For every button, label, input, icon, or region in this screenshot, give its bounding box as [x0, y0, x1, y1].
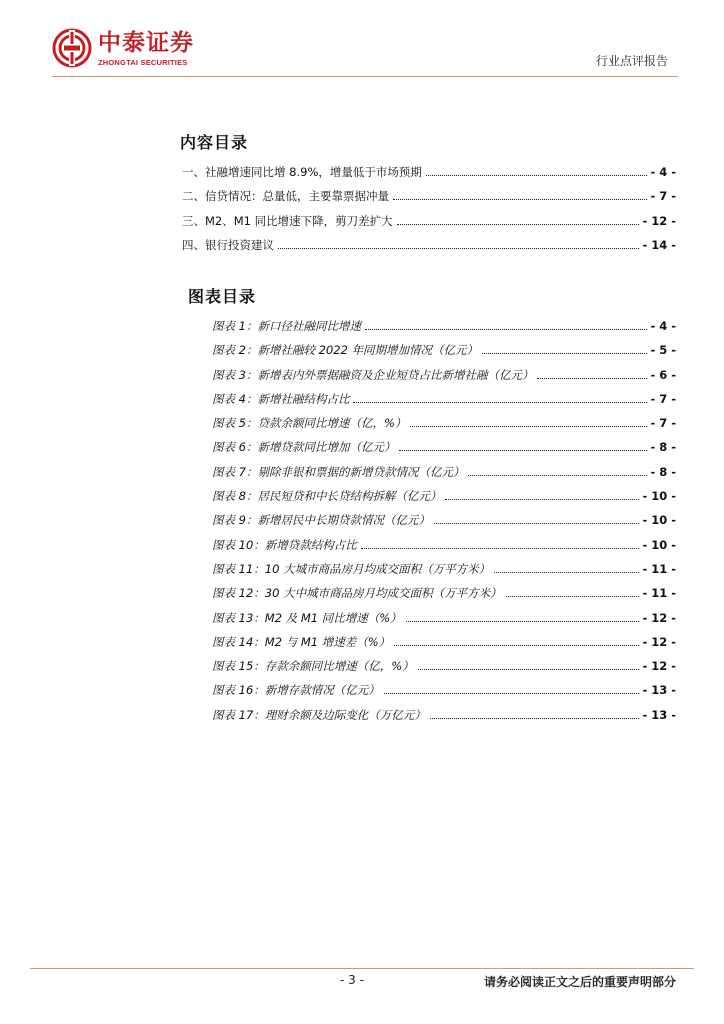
figure-item[interactable]	[212, 439, 676, 463]
toc-entry-label: 三、M2、M1 同比增速下降，剪刀差扩大	[182, 213, 393, 228]
brand-subtitle: ZHONGTAI SECURITIES	[98, 58, 188, 67]
toc-page-number: - 7 -	[650, 189, 676, 204]
dot-leader	[399, 450, 647, 451]
figure-page-number: - 5 -	[650, 343, 676, 358]
zhongtai-logo	[52, 28, 252, 74]
dot-leader	[365, 329, 647, 330]
dot-leader	[406, 621, 640, 622]
dot-leader	[394, 645, 639, 646]
figure-entry-label: 图表 12：30 大中城市商品房月均成交面积（万平方米）	[212, 586, 502, 601]
brand-name: 中泰证券	[98, 30, 194, 56]
figure-item[interactable]	[212, 342, 676, 366]
figures-list	[212, 318, 676, 731]
dot-leader	[482, 353, 647, 354]
figure-item[interactable]	[212, 561, 676, 585]
figure-item[interactable]	[212, 391, 676, 415]
figure-page-number: - 12 -	[642, 659, 676, 674]
figures-title: 图表目录	[188, 287, 257, 306]
figure-entry-label: 图表 1：新口径社融同比增速	[212, 319, 361, 333]
header-divider	[52, 76, 678, 77]
dot-leader	[434, 523, 639, 524]
figure-item[interactable]	[212, 707, 676, 731]
figure-page-number: - 12 -	[642, 610, 676, 625]
figure-item[interactable]	[212, 415, 676, 439]
figure-item[interactable]	[212, 658, 676, 682]
contents-item[interactable]	[182, 164, 676, 188]
figure-item[interactable]	[212, 464, 676, 488]
zhongtai-logo-icon	[52, 28, 92, 68]
figure-page-number: - 10 -	[642, 489, 676, 504]
toc-page-number: - 12 -	[642, 213, 676, 228]
disclaimer-note: 请务必阅读正文之后的重要声明部分	[483, 975, 676, 989]
footer-divider	[30, 968, 694, 969]
dot-leader	[353, 402, 647, 403]
figure-page-number: - 10 -	[642, 537, 676, 552]
page-number: - 3 -	[340, 973, 364, 987]
figure-item[interactable]	[212, 537, 676, 561]
figure-page-number: - 12 -	[642, 634, 676, 649]
dot-leader	[506, 596, 640, 597]
figure-entry-label: 图表 10：新增贷款结构占比	[212, 537, 357, 552]
figure-entry-label: 图表 8：居民短贷和中长贷结构拆解（亿元）	[212, 489, 442, 504]
dot-leader	[384, 693, 640, 694]
toc-page-number: - 14 -	[642, 237, 676, 252]
figure-page-number: - 11 -	[642, 561, 676, 576]
report-type: 行业点评报告	[595, 54, 668, 68]
figure-entry-label: 图表 4：新增社融结构占比	[212, 391, 350, 406]
contents-list	[182, 164, 676, 261]
dot-leader	[426, 175, 648, 176]
figure-page-number: - 4 -	[650, 319, 676, 333]
figure-page-number: - 7 -	[650, 391, 676, 406]
dot-leader	[468, 475, 647, 476]
figure-item[interactable]	[212, 367, 676, 391]
figure-page-number: - 7 -	[650, 416, 676, 431]
contents-title: 内容目录	[180, 133, 249, 152]
figure-item[interactable]	[212, 634, 676, 658]
dot-leader	[410, 426, 647, 427]
figure-entry-label: 图表 17：理财余额及边际变化（万亿元）	[212, 707, 426, 722]
figure-entry-label: 图表 9：新增居民中长期贷款情况（亿元）	[212, 513, 430, 528]
figure-item[interactable]	[212, 318, 676, 342]
figure-entry-label: 图表 15：存款余额同比增速（亿，%）	[212, 659, 414, 674]
figure-item[interactable]	[212, 610, 676, 634]
contents-item[interactable]	[182, 188, 676, 212]
dot-leader	[397, 224, 640, 225]
dot-leader	[361, 548, 640, 549]
toc-entry-label: 二、信贷情况：总量低，主要靠票据冲量	[182, 189, 389, 204]
toc-entry-label: 四、银行投资建议	[182, 237, 274, 252]
figure-page-number: - 6 -	[650, 367, 676, 382]
dot-leader	[494, 572, 639, 573]
figure-entry-label: 图表 7：剔除非银和票据的新增贷款情况（亿元）	[212, 464, 465, 479]
figure-item[interactable]	[212, 682, 676, 706]
toc-page-number: - 4 -	[650, 165, 676, 179]
figure-entry-label: 图表 3：新增表内外票据融资及企业短贷占比新增社融（亿元）	[212, 367, 534, 382]
figure-item[interactable]	[212, 585, 676, 609]
figure-entry-label: 图表 14：M2 与 M1 增速差（%）	[212, 634, 391, 649]
contents-item[interactable]	[182, 213, 676, 237]
figure-page-number: - 13 -	[642, 707, 676, 722]
dot-leader	[537, 378, 647, 379]
dot-leader	[430, 718, 640, 719]
figure-page-number: - 13 -	[642, 683, 676, 698]
figure-page-number: - 8 -	[650, 464, 676, 479]
figure-entry-label: 图表 16：新增存款情况（亿元）	[212, 683, 380, 698]
figure-entry-label: 图表 6：新增贷款同比增加（亿元）	[212, 440, 396, 455]
dot-leader	[393, 199, 647, 200]
figure-entry-label: 图表 11：10 大城市商品房月均成交面积（万平方米）	[212, 561, 491, 576]
figure-page-number: - 8 -	[650, 440, 676, 455]
figure-item[interactable]	[212, 512, 676, 536]
contents-item[interactable]	[182, 237, 676, 261]
figure-item[interactable]	[212, 488, 676, 512]
dot-leader	[278, 248, 639, 249]
dot-leader	[445, 499, 639, 500]
dot-leader	[418, 669, 640, 670]
figure-page-number: - 11 -	[642, 586, 676, 601]
figure-entry-label: 图表 5：贷款余额同比增速（亿，%）	[212, 416, 407, 431]
figure-page-number: - 10 -	[642, 513, 676, 528]
toc-entry-label: 一、社融增速同比增 8.9%，增量低于市场预期	[182, 165, 422, 179]
figure-entry-label: 图表 13：M2 及 M1 同比增速（%）	[212, 610, 402, 625]
figure-entry-label: 图表 2：新增社融较 2022 年同期增加情况（亿元）	[212, 343, 479, 358]
